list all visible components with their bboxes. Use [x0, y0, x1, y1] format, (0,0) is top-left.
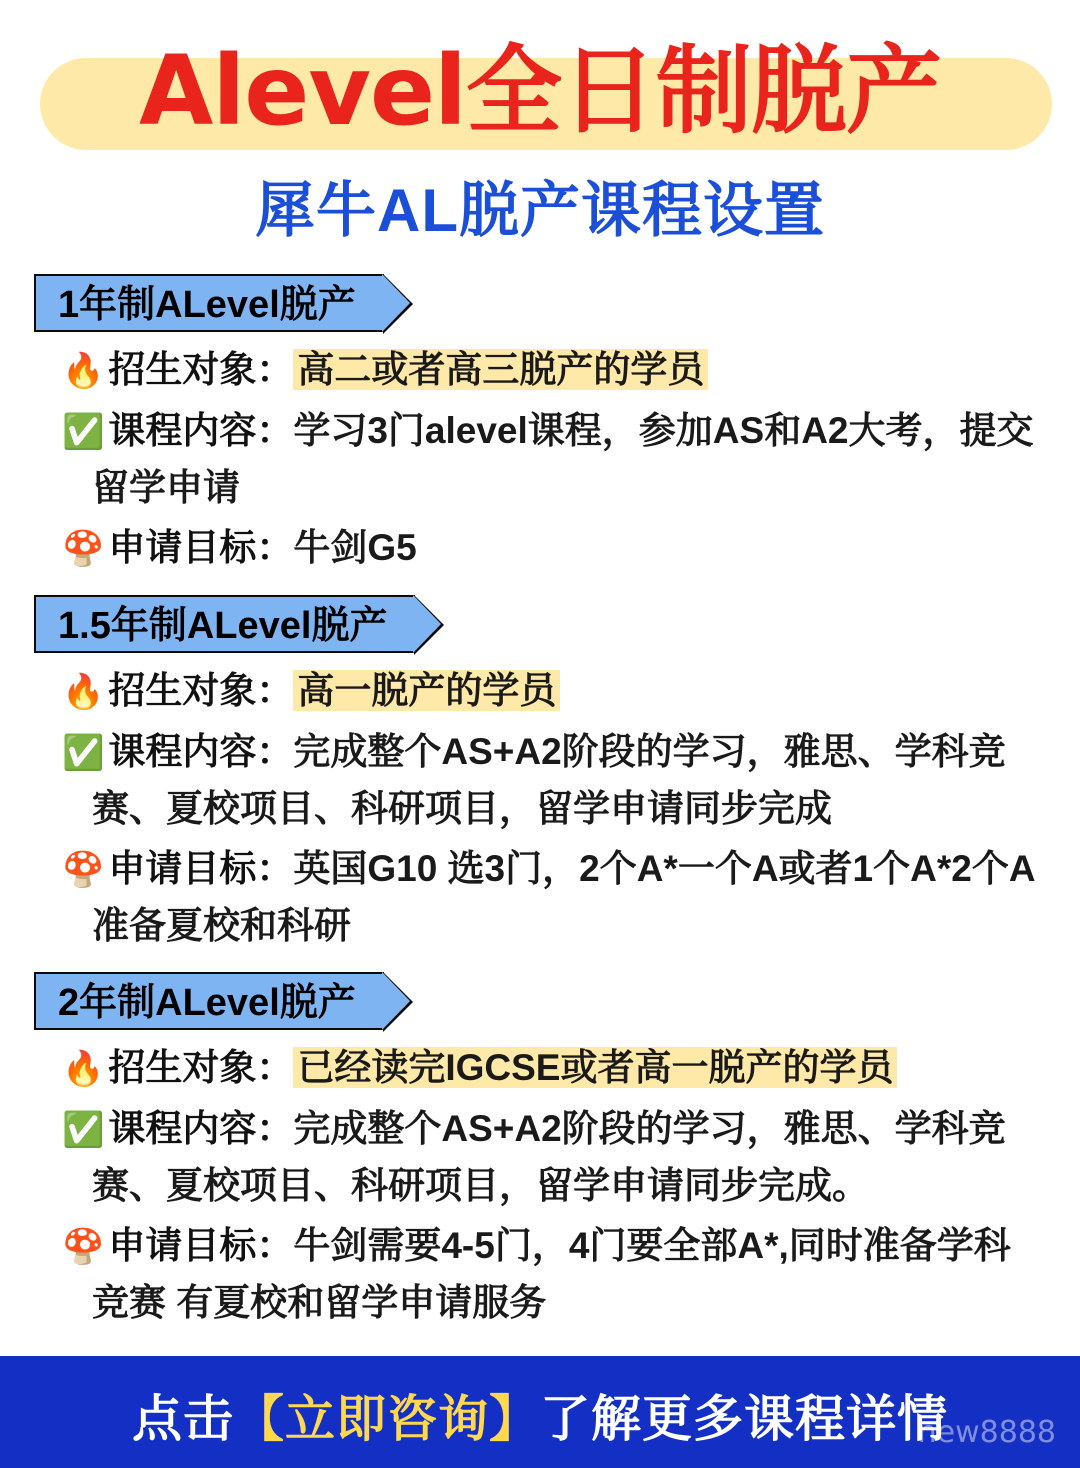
- course-section: [34, 595, 1046, 954]
- mushroom-icon: 🍄: [62, 851, 105, 889]
- row-label: 课程内容：: [108, 410, 294, 451]
- row-label: 招生对象：: [108, 349, 294, 390]
- footer-text-before: 点击: [132, 1391, 234, 1447]
- footer-cta-bar[interactable]: [0, 1362, 1080, 1468]
- row-label: 课程内容：: [108, 1108, 294, 1149]
- section-tag: 2年制ALevel脱产: [34, 972, 384, 1030]
- check-icon: ✅: [62, 1111, 105, 1149]
- section-tag: 1年制ALevel脱产: [34, 274, 384, 332]
- course-sections: [0, 244, 1080, 1331]
- footer-text-after: 了解更多课程详情: [540, 1391, 948, 1447]
- row-value: 牛剑G5: [293, 527, 417, 568]
- page-title: [0, 36, 1080, 147]
- row-label: 课程内容：: [108, 731, 294, 772]
- row-value: 学习3门alevel课程，参加AS和A2大考，提交留学申请: [92, 410, 1034, 508]
- footer-cta-text: [132, 1379, 948, 1451]
- row-value: 已经读完IGCSE或者高一脱产的学员: [293, 1047, 897, 1088]
- row-label: 招生对象：: [108, 1047, 294, 1088]
- watermark: new8888: [917, 1415, 1056, 1450]
- list-item: [34, 1040, 1046, 1097]
- fire-icon: 🔥: [62, 1050, 105, 1088]
- row-value: 英国G10 选3门，2个A*一个A或者1个A*2个A 准备夏校和科研: [92, 848, 1035, 946]
- page-subtitle: 犀牛AL脱产课程设置: [255, 177, 825, 244]
- poster-header: [0, 28, 1080, 156]
- course-section: [34, 274, 1046, 577]
- mushroom-icon: 🍄: [62, 1228, 105, 1266]
- fire-icon: 🔥: [62, 673, 105, 711]
- page-title-en: Alevel: [139, 35, 466, 147]
- section-tag-row: [34, 972, 1046, 1030]
- list-item: [34, 403, 1046, 516]
- row-label: 申请目标：: [108, 527, 294, 568]
- row-value: 牛剑需要4-5门，4门要全部A*,同时准备学科竞赛 有夏校和留学申请服务: [92, 1225, 1011, 1323]
- list-item: [34, 342, 1046, 399]
- row-label: 申请目标：: [108, 1225, 294, 1266]
- list-item: [34, 724, 1046, 837]
- check-icon: ✅: [62, 734, 105, 772]
- row-value: 完成整个AS+A2阶段的学习，雅思、学科竞赛、夏校项目、科研项目，留学申请同步完成: [92, 731, 1006, 829]
- list-item: [34, 841, 1046, 954]
- row-value: 完成整个AS+A2阶段的学习，雅思、学科竞赛、夏校项目、科研项目，留学申请同步完成。: [92, 1108, 1006, 1206]
- list-item: [34, 520, 1046, 577]
- course-section: [34, 972, 1046, 1331]
- page-title-cn: 全日制脱产: [465, 38, 941, 145]
- row-value: 高二或者高三脱产的学员: [293, 349, 708, 390]
- section-tag-row: [34, 595, 1046, 653]
- list-item: [34, 1101, 1046, 1214]
- check-icon: ✅: [62, 413, 105, 451]
- fire-icon: 🔥: [62, 352, 105, 390]
- section-tag-row: [34, 274, 1046, 332]
- footer-cta-label[interactable]: 【立即咨询】: [234, 1391, 540, 1447]
- mushroom-icon: 🍄: [62, 530, 105, 568]
- row-value: 高一脱产的学员: [293, 670, 560, 711]
- row-label: 招生对象：: [108, 670, 294, 711]
- row-label: 申请目标：: [108, 848, 294, 889]
- section-tag: 1.5年制ALevel脱产: [34, 595, 415, 653]
- list-item: [34, 1218, 1046, 1331]
- list-item: [34, 663, 1046, 720]
